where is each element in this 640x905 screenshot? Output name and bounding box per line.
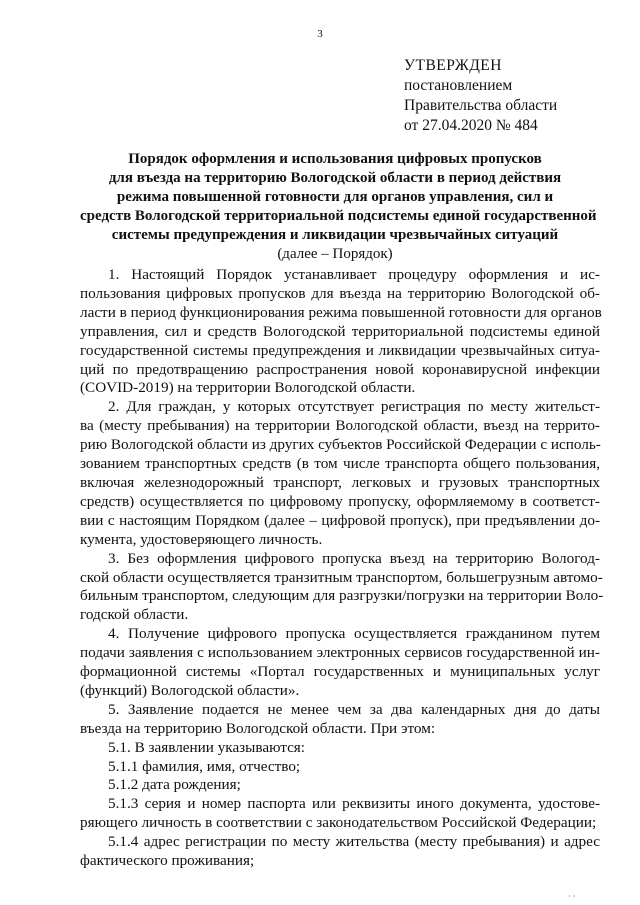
body-line: въезда на территорию Вологодской области. При этом: [80,719,436,737]
title-line: режима повышенной готовности для органов управления, сил и [116,189,554,205]
body-line: годской области. [80,606,189,624]
body-line: 1. Настоящий Порядок устанавливает процедуру оформления и ис- [108,266,600,283]
body-line: бильным транспортом, следующим для разгрузки/погрузки на территории Воло- [80,587,604,605]
footer-mark: · · [568,892,576,901]
body-line: ласти в период функционирования режима повышенной готовности для органов [80,303,602,321]
title-line: Порядок оформления и использования цифровых пропусков [128,151,542,167]
body-line: ряющего личность в соответствии с законодательством Российской Федерации; [80,814,597,832]
body-line: ской области осуществляется транзитным транспортом, большегрузным автомо- [80,568,603,586]
body-line: формационной системы «Портал государственных и муниципальных услуг [80,663,600,681]
body-line: кумента, удостоверяющего личность. [80,530,323,548]
body-line: 3. Без оформления цифрового пропуска въезд на территорию Вологод- [108,549,600,567]
body-line: пользования цифровых пропусков для въезда на территорию Вологодской об- [80,284,600,302]
title-subtitle: (далее – Порядок) [277,246,393,262]
document-body [80,266,604,871]
approval-line: от 27.04.2020 № 484 [404,117,538,134]
title-line: средств Вологодской территориальной подсистемы единой государственной [80,208,597,224]
body-line: 4. Получение цифрового пропуска осуществляется гражданином путем [108,625,600,643]
body-line: 5.1.2 дата рождения; [108,776,241,794]
body-line: (COVID-2019) на территории Вологодской области. [80,379,416,397]
approval-block [404,56,557,136]
body-line: 5.1.3 серия и номер паспорта или реквизиты иного документа, удостове- [108,795,600,813]
body-line: управления, сил и средств Вологодской территориальной подсистемы единой [80,322,600,340]
body-line: 5.1.1 фамилия, имя, отчество; [108,757,301,775]
body-line: 5. Заявление подается не менее чем за два календарных дня до даты [108,700,600,718]
body-line: 5.1.4 адрес регистрации по месту жительства (месту пребывания) и адрес [108,833,600,851]
body-line: ций по предотвращению распространения новой коронавирусной инфекции [80,360,600,378]
body-line: государственной системы предупреждения и ликвидации чрезвычайных ситуа- [80,341,600,359]
body-line: включая железнодорожный транспорт, легковых и грузовых транспортных [80,473,600,491]
body-line: 5.1. В заявлении указываются: [108,738,306,756]
body-line: фактического проживания; [80,852,255,870]
body-line: вии с настоящим Порядком (далее – цифровой пропуск), при предъявлении до- [80,511,600,529]
approval-head: УТВЕРЖДЕН [404,57,502,74]
body-line: ва (месту пребывания) на территории Вологодской области, въезд на террито- [80,417,600,435]
body-line: подачи заявления с использованием электронных сервисов государственной ин- [80,644,600,662]
approval-line: постановлением [404,77,513,94]
body-line: 2. Для граждан, у которых отсутствует регистрация по месту жительст- [108,398,600,416]
body-line: средств) осуществляется по цифровому пропуску, оформляемому в соответст- [80,492,600,510]
body-line: рию Вологодской области из других субъектов Российской Федерации с исполь- [80,436,601,454]
body-line: (функций) Вологодской области». [80,681,300,699]
approval-line: Правительства области [404,97,558,114]
title-line: системы предупреждения и ликвидации чрезвычайных ситуаций [111,227,559,243]
page-number: 3 [317,28,323,40]
document-title [80,150,597,264]
body-line: зованием транспортных средств (в том числе транспорта общего пользования, [80,455,600,473]
title-line: для въезда на территорию Вологодской области в период действия [108,170,562,186]
